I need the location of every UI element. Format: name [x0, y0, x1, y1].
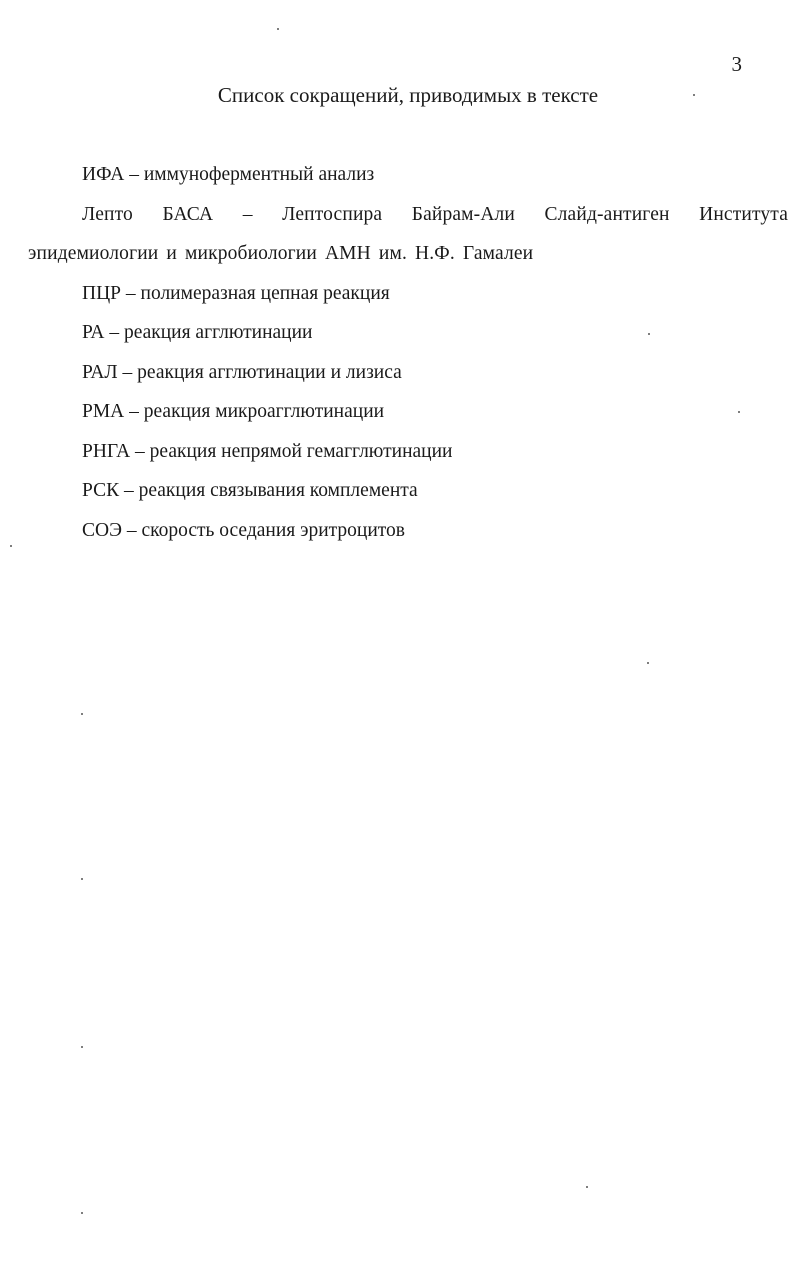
abbreviation-term: РА [82, 322, 105, 343]
abbreviation-term: Лепто БАСА [82, 203, 214, 225]
abbreviation-separator: – [104, 322, 124, 343]
abbreviation-separator: – [124, 401, 144, 422]
abbreviation-separator: – [213, 203, 283, 225]
page-title: Список сокращений, приводимых в тексте [217, 83, 599, 107]
abbreviation-separator: – [130, 440, 150, 462]
abbreviation-item [28, 274, 788, 314]
abbreviation-term: РМА [82, 401, 125, 422]
abbreviation-definition: полимеразная цепная реакция [140, 282, 390, 304]
scan-speck [81, 1046, 83, 1048]
scan-speck [738, 411, 740, 413]
abbreviation-term: РНГА [82, 440, 131, 462]
abbreviation-term: СОЭ [82, 519, 122, 541]
scan-speck [10, 545, 12, 547]
scan-speck [277, 28, 279, 30]
page-number: 3 [731, 52, 742, 76]
abbreviation-separator: – [119, 480, 139, 501]
scan-speck [647, 662, 649, 664]
abbreviation-item [28, 432, 788, 472]
abbreviation-separator: – [121, 519, 142, 541]
abbreviation-definition: скорость оседания эритроцитов [141, 519, 406, 541]
abbreviation-item [28, 511, 788, 551]
abbreviation-separator: – [117, 361, 138, 383]
abbreviation-item [28, 195, 788, 274]
scan-speck [81, 1212, 83, 1214]
abbreviation-definition: реакция микроагглютинации [143, 401, 385, 422]
abbreviation-definition: реакция непрямой гемагглютинации [149, 440, 453, 462]
scan-speck [81, 713, 83, 715]
abbreviation-separator: – [121, 282, 141, 304]
abbreviation-definition: Лептоспира Байрам-Али Слайд-антиген Института эпидемиологии и микробиологии АМН им. Н.Ф. Гамалеи [28, 203, 788, 264]
abbreviation-definition: реакция связывания комплемента [138, 480, 418, 501]
abbreviation-term: ПЦР [82, 282, 122, 304]
abbreviation-term: ИФА [82, 164, 125, 185]
abbreviation-definition: иммуноферментный анализ [143, 164, 375, 185]
abbreviation-item [28, 155, 788, 195]
scan-speck [586, 1186, 588, 1188]
abbreviation-item [28, 471, 788, 511]
abbreviation-item [28, 392, 788, 432]
abbreviation-item [28, 353, 788, 393]
abbreviation-term: РАЛ [82, 361, 118, 383]
abbreviation-separator: – [124, 164, 144, 185]
abbreviation-definition: реакция агглютинации [123, 322, 313, 343]
scan-speck [648, 333, 650, 335]
abbreviation-item [28, 313, 788, 353]
abbreviation-definition: реакция агглютинации и лизиса [137, 361, 402, 383]
scan-speck [81, 878, 83, 880]
scan-speck [693, 94, 695, 96]
abbreviation-term: РСК [82, 480, 120, 501]
abbreviation-list [28, 155, 788, 550]
